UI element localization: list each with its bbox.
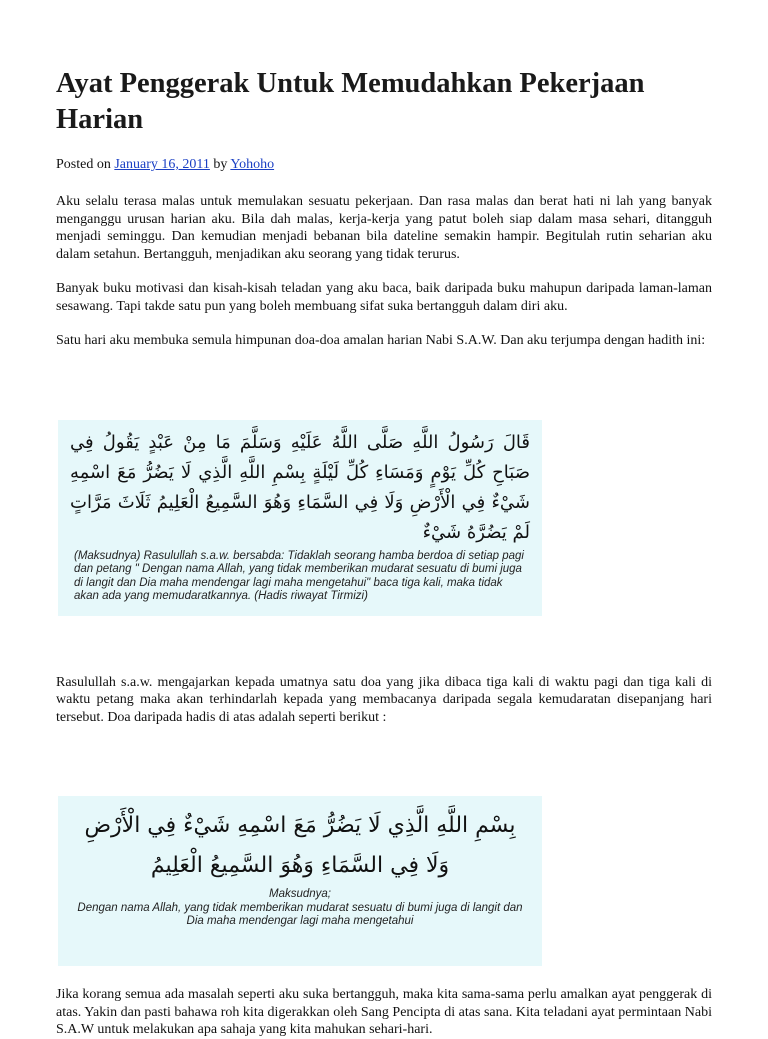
posted-on-label: Posted on [56, 157, 111, 172]
paragraph-explanation: Rasulullah s.a.w. mengajarkan kepada umatnya satu doa yang jika dibaca tiga kali di waktu pagi dan tiga kali di waktu petang maka akan terhindarlah kepada yang membacanya daripada segala kemudaratan disepanjang hari tersebut. Doa daripada hadis di atas adalah seperti berikut : [56, 674, 712, 725]
by-label: by [213, 157, 228, 172]
doa-translation-lead: Maksudnya; [268, 888, 331, 900]
post-meta [56, 156, 712, 174]
paragraph-intro: Aku selalu terasa malas untuk memulakan sesuatu pekerjaan. Dan rasa malas dan berat hati ni lah yang banyak menganggu urusan harian aku. Bila dah malas, kerja-kerja yang patut boleh siap dalam masa sehari, ditangguh menjadi seminggu. Dan kemudian menjadi bebanan bila dateline semakin hampir. Begitulah rutin seharian aku dalam setahun. Bertangguh, menjadikan aku seorang yang tidak terurus. [56, 194, 712, 262]
author-link[interactable]: Yohoho [230, 157, 275, 172]
paragraph-motivation: Banyak buku motivasi dan kisah-kisah teladan yang aku baca, baik daripada buku mahupun daripada laman-laman sesawang. Tapi takde satu pun yang boleh membuang sifat suka bertangguh dalam diri aku. [56, 281, 712, 314]
paragraph-discovery: Satu hari aku membuka semula himpunan doa-doa amalan harian Nabi S.A.W. Dan aku terjumpa dengan hadith ini: [56, 333, 706, 348]
article-title: Ayat Penggerak Untuk Memudahkan Pekerjaan Harian [56, 68, 645, 135]
hadith-translation: (Maksudnya) Rasulullah s.a.w. bersabda: Tidaklah seorang hamba berdoa di setiap pagi dan petang " Dengan nama Allah, yang tidak memberikan mudarat sesuatu di bumi juga di langit dan Dia maha mendengar lagi maha mengetahui" baca tiga kali, maka tidak akan ada yang memudaratkannya. (Hadis riwayat Tirmizi) [74, 549, 524, 602]
doa-arabic-text: بِسْمِ اللَّهِ الَّذِي لَا يَضُرُّ مَعَ اسْمِهِ شَيْءٌ فِي الْأَرْضِ وَلَا فِي السَّمَاءِ وَهُوَ السَّمِيعُ الْعَلِيمُ [84, 813, 516, 878]
doa-translation [58, 886, 542, 929]
hadith-image [58, 420, 542, 616]
doa-translation-text: Dengan nama Allah, yang tidak memberikan mudarat sesuatu di bumi juga di langit dan Dia maha mendengar lagi maha mengetahui [77, 901, 523, 927]
post-date-link[interactable]: January 16, 2011 [114, 157, 210, 172]
paragraph-closing: Jika korang semua ada masalah seperti aku suka bertangguh, maka kita sama-sama perlu amalkan ayat penggerak di atas. Yakin dan pasti bahawa roh kita digerakkan oleh Sang Pencipta di atas sana. Kita teladani ayat permintaan Nabi S.A.W untuk melakukan apa sahaja yang kita mahukan sehari-hari. [56, 987, 712, 1037]
doa-image [58, 796, 542, 966]
hadith-arabic-text: قَالَ رَسُولُ اللَّهِ صَلَّى اللَّهُ عَلَيْهِ وَسَلَّمَ مَا مِنْ عَبْدٍ يَقُولُ فِي صَبَاحِ كُلِّ يَوْمٍ وَمَسَاءِ كُلِّ لَيْلَةٍ بِسْمِ اللَّهِ الَّذِي لَا يَضُرُّ مَعَ اسْمِهِ شَيْءٌ فِي الْأَرْضِ وَلَا فِي السَّمَاءِ وَهُوَ السَّمِيعُ الْعَلِيمُ ثَلَاثَ مَرَّاتٍ لَمْ يَضُرَّهُ شَيْءٌ [70, 431, 530, 543]
